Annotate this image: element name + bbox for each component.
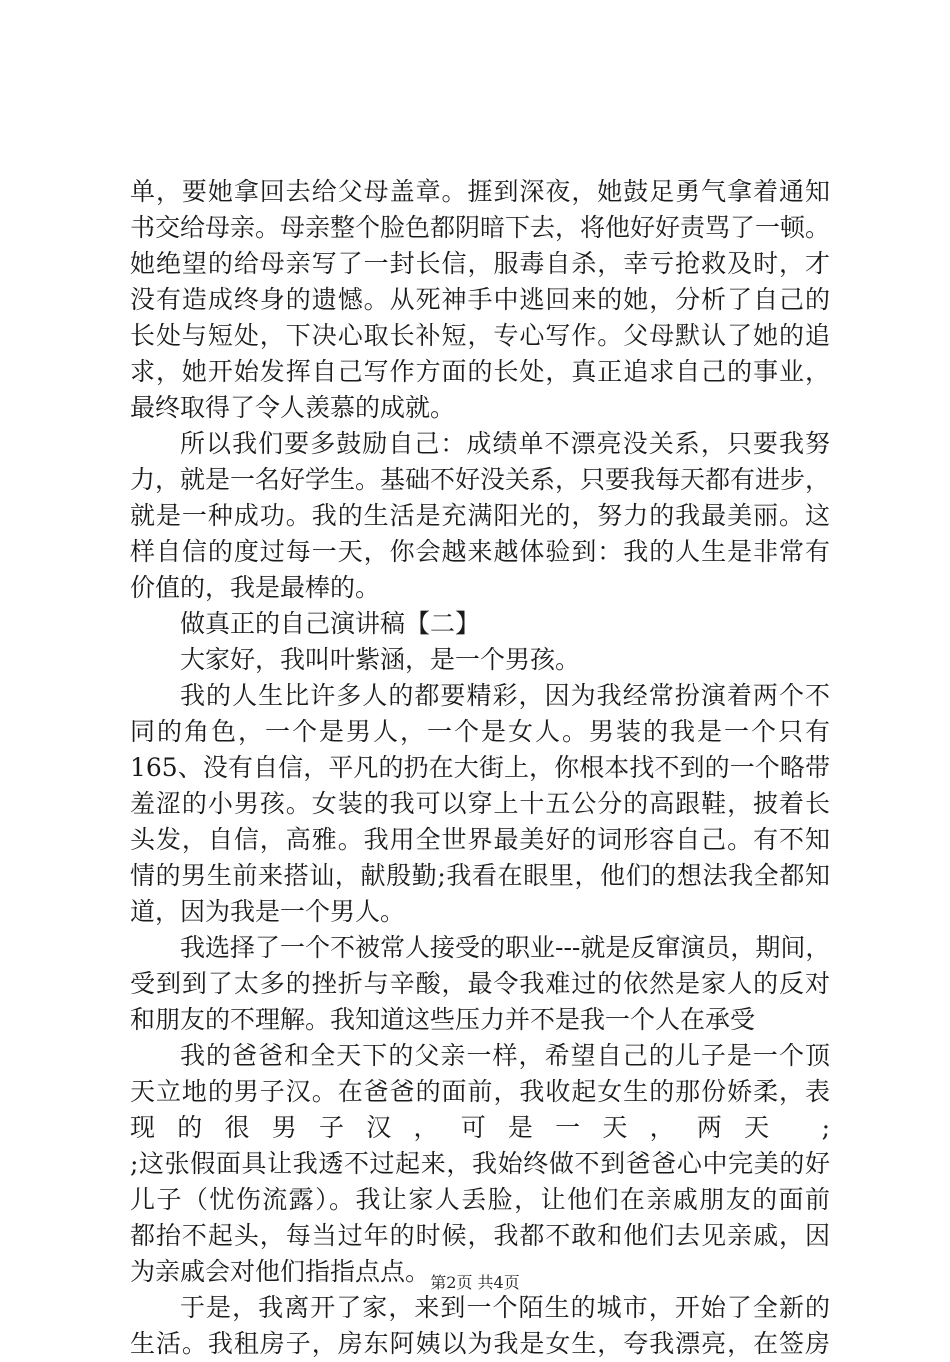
text-line: 生活。我租房子，房东阿姨以为我是女生，夸我漂亮，在签房 — [130, 1329, 830, 1358]
text-line: 她绝望的给母亲写了一封长信，服毒自杀，幸亏抢救及时，才 — [130, 249, 830, 278]
text-line: 就是一种成功。我的生活是充满阳光的，努力的我最美丽。这 — [130, 501, 830, 530]
text-line: 于是，我离开了家，来到一个陌生的城市，开始了全新的 — [180, 1293, 830, 1322]
text-line: 我选择了一个不被常人接受的职业---就是反窜演员，期间， — [180, 933, 830, 962]
text-line: 现的很男子汉，可是一天，两天 ; — [130, 1113, 830, 1142]
text-line: 和朋友的不理解。我知道这些压力并不是我一个人在承受 — [130, 1005, 756, 1034]
page-footer: 第2页 共4页 — [430, 1273, 520, 1292]
text-line: 样自信的度过每一天，你会越来越体验到：我的人生是非常有 — [130, 537, 830, 566]
text-line: 价值的，我是最棒的。 — [130, 573, 381, 602]
paragraph — [130, 678, 830, 930]
text-line: 同的角色，一个是男人，一个是女人。男装的我是一个只有 — [130, 717, 830, 746]
text-line: ;这张假面具让我透不过起来，我始终做不到爸爸心中完美的好 — [130, 1149, 830, 1178]
text-line: 都抬不起头，每当过年的时候，我都不敢和他们去见亲戚，因 — [130, 1221, 830, 1250]
document-body — [130, 174, 830, 1362]
text-line: 没有造成终身的遗憾。从死神手中逃回来的她，分析了自己的 — [130, 285, 830, 314]
text-line: 做真正的自己演讲稿【二】 — [180, 609, 481, 638]
paragraph — [130, 642, 830, 678]
paragraph — [130, 930, 830, 1038]
text-line: 力，就是一名好学生。基础不好没关系，只要我每天都有进步， — [130, 465, 830, 494]
text-line: 书交给母亲。母亲整个脸色都阴暗下去，将他好好责骂了一顿。 — [130, 213, 830, 242]
paragraph — [130, 426, 830, 606]
text-line: 我的爸爸和全天下的父亲一样，希望自己的儿子是一个顶 — [180, 1041, 830, 1070]
text-line: 为亲戚会对他们指指点点。 — [130, 1257, 431, 1286]
text-line: 长处与短处，下决心取长补短，专心写作。父母默认了她的追 — [130, 321, 830, 350]
paragraph — [130, 1290, 830, 1362]
text-line: 头发，自信，高雅。我用全世界最美好的词形容自己。有不知 — [130, 825, 830, 854]
text-line: 求，她开始发挥自己写作方面的长处，真正追求自己的事业， — [130, 357, 830, 386]
paragraph — [130, 1038, 830, 1290]
text-line: 大家好，我叫叶紫涵，是一个男孩。 — [180, 645, 581, 674]
text-line: 道，因为我是一个男人。 — [130, 897, 406, 926]
text-line: 最终取得了令人羡慕的成就。 — [130, 393, 456, 422]
text-line: 受到到了太多的挫折与辛酸，最令我难过的依然是家人的反对 — [130, 969, 830, 998]
text-line: 165、没有自信，平凡的扔在大街上，你根本找不到的一个略带 — [130, 753, 830, 782]
paragraph — [130, 606, 830, 642]
text-line: 我的人生比许多人的都要精彩，因为我经常扮演着两个不 — [180, 681, 830, 710]
text-line: 天立地的男子汉。在爸爸的面前，我收起女生的那份娇柔，表 — [130, 1077, 830, 1106]
text-line: 单，要她拿回去给父母盖章。捱到深夜，她鼓足勇气拿着通知 — [130, 177, 830, 206]
text-line: 羞涩的小男孩。女装的我可以穿上十五公分的高跟鞋，披着长 — [130, 789, 830, 818]
text-line: 情的男生前来搭讪，献殷勤;我看在眼里，他们的想法我全都知 — [130, 861, 830, 890]
paragraph — [130, 174, 830, 426]
text-line: 所以我们要多鼓励自己：成绩单不漂亮没关系，只要我努 — [180, 429, 830, 458]
text-line: 儿子（忧伤流露）。我让家人丢脸，让他们在亲戚朋友的面前 — [130, 1185, 830, 1214]
